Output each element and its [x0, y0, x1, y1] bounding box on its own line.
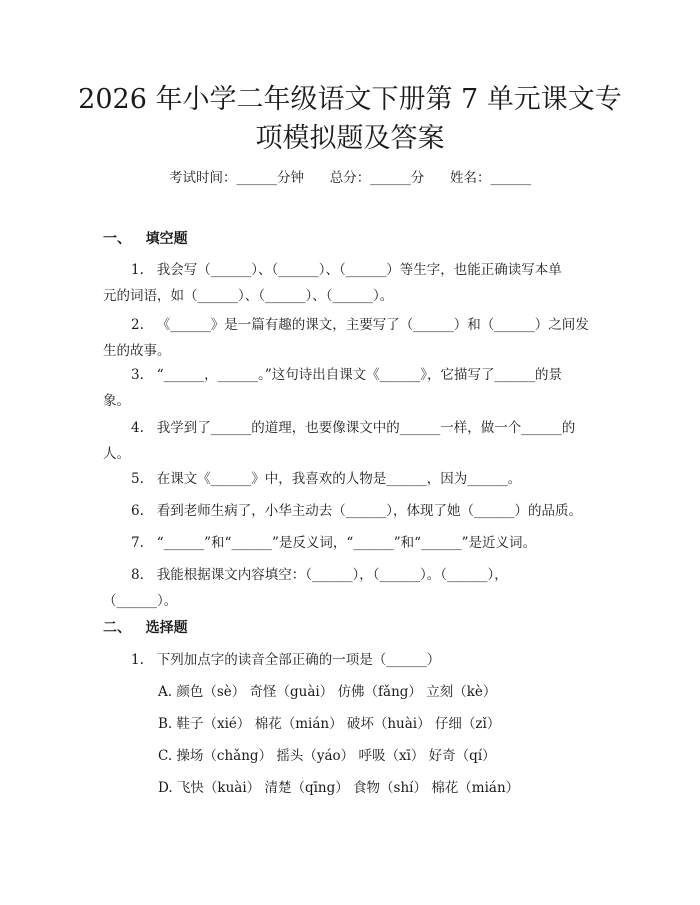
- question-line: 6. 看到老师生病了，小华主动去（______），体现了她（______）的品质。: [131, 503, 583, 519]
- section-heading-choice: 二、 选择题: [103, 620, 188, 636]
- choice-option-a: A. 颜色（sè） 奇怪（guài） 仿佛（fǎng） 立刻（kè）: [158, 684, 497, 700]
- question-fill-5: [103, 466, 603, 492]
- question-line: 5. 在课文《______》中，我喜欢的人物是______，因为______。: [131, 471, 522, 487]
- question-line: 8. 我能根据课文内容填空：（______），（______）。（______），: [131, 567, 508, 583]
- exam-info: 考试时间：______分钟 总分：______分 姓名：______: [169, 170, 531, 186]
- question-fill-2: [103, 312, 603, 364]
- choice-option-c: C. 操场（chǎng） 摇头（yáo） 呼吸（xī） 好奇（qí）: [158, 748, 496, 764]
- question-line: 生的故事。: [103, 343, 171, 359]
- page-title-line-1: 2026 年小学二年级语文下册第 7 单元课文专: [78, 84, 622, 115]
- question-line: 7. “______”和“______”是反义词，“______”和“______”是近义词。: [131, 535, 536, 551]
- question-line: 人。: [103, 446, 130, 462]
- question-line: 1. 我会写（______）、（______）、（______）等生字，也能正确读写本单: [131, 262, 562, 278]
- section-heading-fill-in: 一、 填空题: [103, 231, 188, 247]
- question-line: （______）。: [103, 593, 178, 609]
- page-title-line-2: 项模拟题及答案: [255, 123, 445, 154]
- choice-option-d: D. 飞快（kuài） 清楚（qīng） 食物（shí） 棉花（mián）: [158, 780, 520, 796]
- question-line: 4. 我学到了______的道理，也要像课文中的______一样，做一个______的: [131, 420, 576, 436]
- choice-question-stem: 1. 下列加点字的读音全部正确的一项是（______）: [131, 652, 441, 668]
- question-fill-8: [103, 562, 603, 614]
- choice-option-b: B. 鞋子（xié） 棉花（mián） 破坏（huài） 仔细（zǐ）: [158, 716, 501, 732]
- question-fill-6: [103, 498, 603, 524]
- question-fill-7: [103, 530, 603, 556]
- question-fill-4: [103, 415, 603, 467]
- question-fill-3: [103, 362, 603, 414]
- question-line: 元的词语，如（______）、（______）、（______）。: [103, 288, 394, 304]
- question-line: 象。: [103, 393, 130, 409]
- question-line: 2. 《______》是一篇有趣的课文，主要写了（______）和（______）之间发: [131, 317, 589, 333]
- question-line: 3. “______，______。”这句诗出自课文《______》，它描写了______的景: [131, 367, 563, 383]
- question-fill-1: [103, 257, 603, 309]
